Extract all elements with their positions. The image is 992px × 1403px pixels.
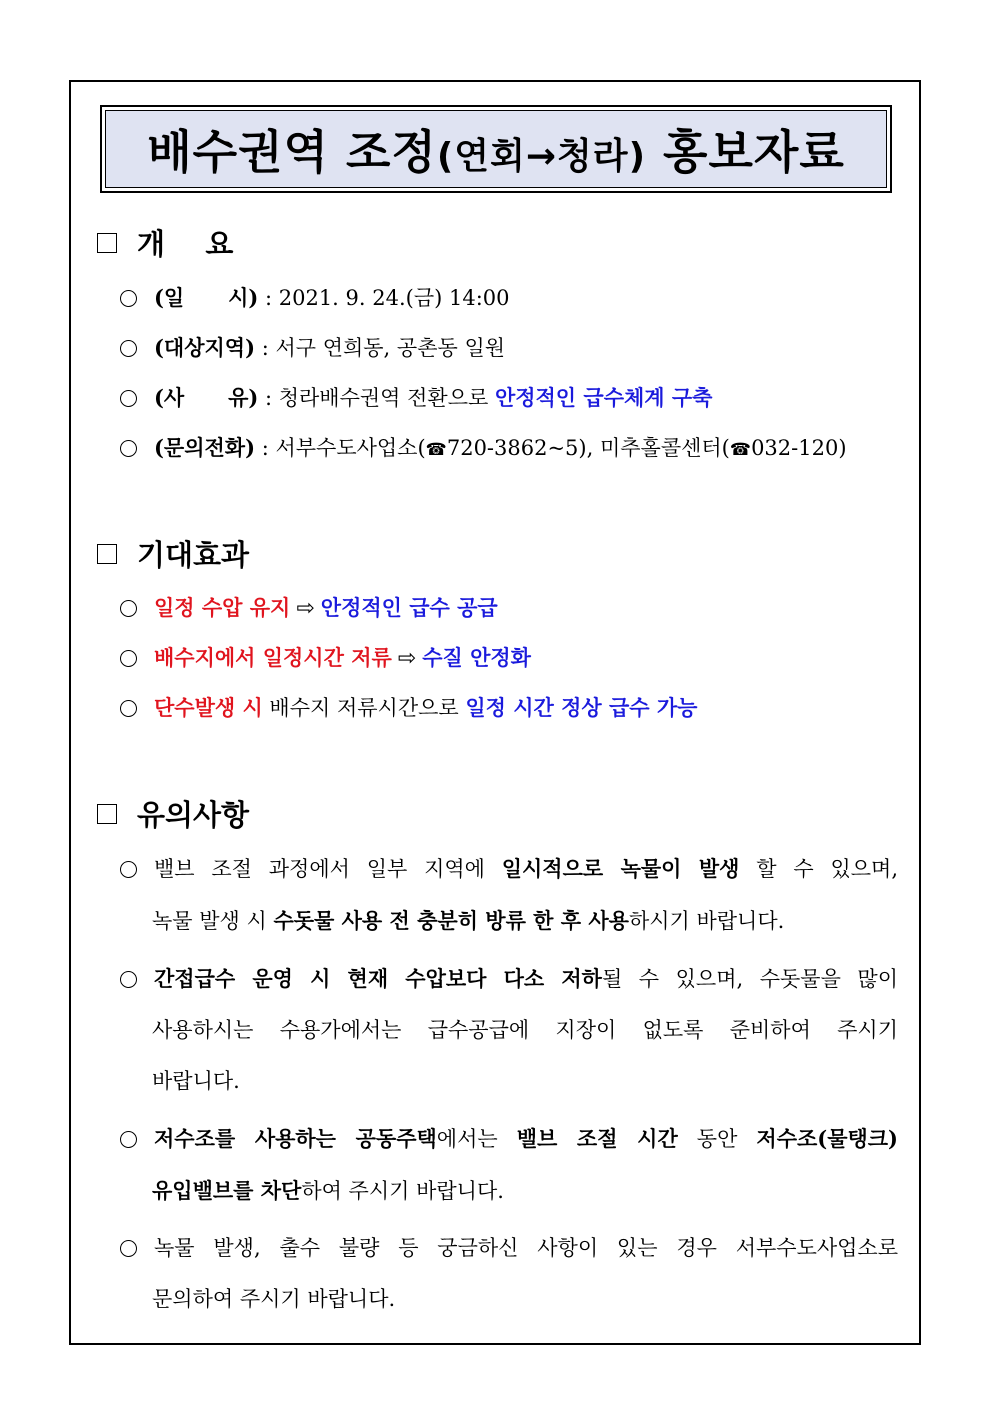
- effect-1-cause: 일정 수압 유지: [154, 595, 291, 620]
- note-item-2: [120, 953, 898, 1107]
- date-label: (일 시): [154, 285, 259, 310]
- overview-date-row: [120, 283, 510, 313]
- title-main-left: 배수권역 조정: [147, 125, 437, 179]
- circle-bullet-icon: [120, 700, 137, 717]
- reason-highlight: 안정적인 급수체계 구축: [494, 385, 713, 410]
- page-title: [147, 116, 845, 182]
- overview-contact-row: [120, 433, 847, 465]
- circle-bullet-icon: [120, 340, 137, 357]
- note-3-bold-d: 유입밸브를 차단: [152, 1178, 302, 1203]
- square-bullet-icon: [97, 804, 117, 824]
- note-item-4: [120, 1223, 898, 1325]
- section-heading-overview: [97, 222, 233, 263]
- circle-bullet-icon: [120, 861, 137, 878]
- section-heading-text: 유의사항: [137, 798, 250, 832]
- circle-bullet-icon: [120, 971, 137, 988]
- note-3-text-b: 동안: [677, 1127, 757, 1151]
- contact-phone-2: 032-120): [751, 436, 847, 460]
- effect-3-text: 배수지 저류시간으로: [262, 696, 466, 720]
- square-bullet-icon: [97, 544, 117, 564]
- contact-office: : 서부수도사업소(: [255, 436, 426, 460]
- circle-bullet-icon: [120, 1131, 137, 1148]
- reason-value: : 청라배수권역 전환으로: [258, 386, 495, 410]
- overview-area-row: [120, 333, 505, 363]
- title-paren: (연회→청라): [436, 136, 647, 177]
- right-arrow-icon: ⇨: [296, 596, 315, 621]
- area-label: (대상지역): [154, 335, 256, 360]
- note-4-text-b: 문의하여 주시기 바랍니다.: [152, 1287, 396, 1311]
- contact-phone-1: 720-3862~5), 미추홀콜센터(: [446, 436, 730, 460]
- circle-bullet-icon: [120, 600, 137, 617]
- circle-bullet-icon: [120, 650, 137, 667]
- telephone-icon: ☎: [425, 440, 447, 460]
- effect-3-cause: 단수발생 시: [154, 695, 263, 720]
- telephone-icon: ☎: [729, 440, 752, 460]
- note-1-text-b: 할 수 있으며,: [739, 857, 898, 881]
- note-1-text-c: 녹물 발생 시: [152, 909, 274, 933]
- note-3-bold-a: 저수조를 사용하는 공동주택: [154, 1126, 437, 1151]
- note-1-text-d: 하시기 바랍니다.: [628, 909, 785, 933]
- circle-bullet-icon: [120, 290, 137, 307]
- note-3-bold-b: 밸브 조절 시간: [516, 1126, 678, 1151]
- note-2-text-c: 바랍니다.: [152, 1069, 240, 1093]
- note-item-1: [120, 843, 898, 947]
- note-1-text-a: 밸브 조절 과정에서 일부 지역에: [154, 857, 502, 881]
- area-value: : 서구 연희동, 공촌동 일원: [255, 336, 506, 360]
- effect-item-1: [120, 593, 498, 624]
- effect-2-result: 수질 안정화: [422, 645, 531, 670]
- title-box: [100, 105, 892, 193]
- note-2-text-b: 사용하시는 수용가에서는 급수공급에 지장이 없도록 준비하여 주시기: [152, 1018, 898, 1042]
- section-heading-effects: [97, 533, 249, 574]
- note-3-text-a: 에서는: [436, 1127, 517, 1151]
- circle-bullet-icon: [120, 1240, 137, 1257]
- note-3-bold-c: 저수조(물탱크): [756, 1126, 898, 1151]
- contact-label: (문의전화): [154, 435, 256, 460]
- note-2-bold: 간접급수 운영 시 현재 수압보다 다소 저하: [154, 966, 602, 991]
- reason-label: (사 유): [154, 385, 259, 410]
- effect-3-result: 일정 시간 정상 급수 가능: [465, 695, 698, 720]
- overview-reason-row: [120, 383, 712, 413]
- note-1-bold-b: 수돗물 사용 전 충분히 방류 한 후 사용: [273, 908, 629, 933]
- circle-bullet-icon: [120, 440, 137, 457]
- section-heading-notes: [97, 793, 249, 834]
- note-3-text-c: 하여 주시기 바랍니다.: [301, 1179, 504, 1203]
- title-background: [105, 110, 887, 188]
- section-heading-text: 기대효과: [137, 538, 250, 572]
- square-bullet-icon: [97, 233, 117, 253]
- right-arrow-icon: ⇨: [397, 646, 417, 671]
- note-4-text-a: 녹물 발생, 출수 불량 등 궁금하신 사항이 있는 경우 서부수도사업소로: [154, 1236, 898, 1260]
- title-main-right: 홍보자료: [646, 125, 845, 179]
- effect-item-2: [120, 643, 531, 674]
- note-item-3: [120, 1113, 898, 1217]
- circle-bullet-icon: [120, 390, 137, 407]
- note-2-text-a: 될 수 있으며, 수돗물을 많이: [601, 967, 898, 991]
- section-heading-text: 개 요: [137, 227, 234, 261]
- date-value: : 2021. 9. 24.(금) 14:00: [258, 286, 510, 310]
- effect-2-cause: 배수지에서 일정시간 저류: [154, 645, 392, 670]
- note-1-bold-a: 일시적으로 녹물이 발생: [501, 856, 740, 881]
- effect-item-3: [120, 693, 697, 723]
- effect-1-result: 안정적인 급수 공급: [320, 595, 498, 620]
